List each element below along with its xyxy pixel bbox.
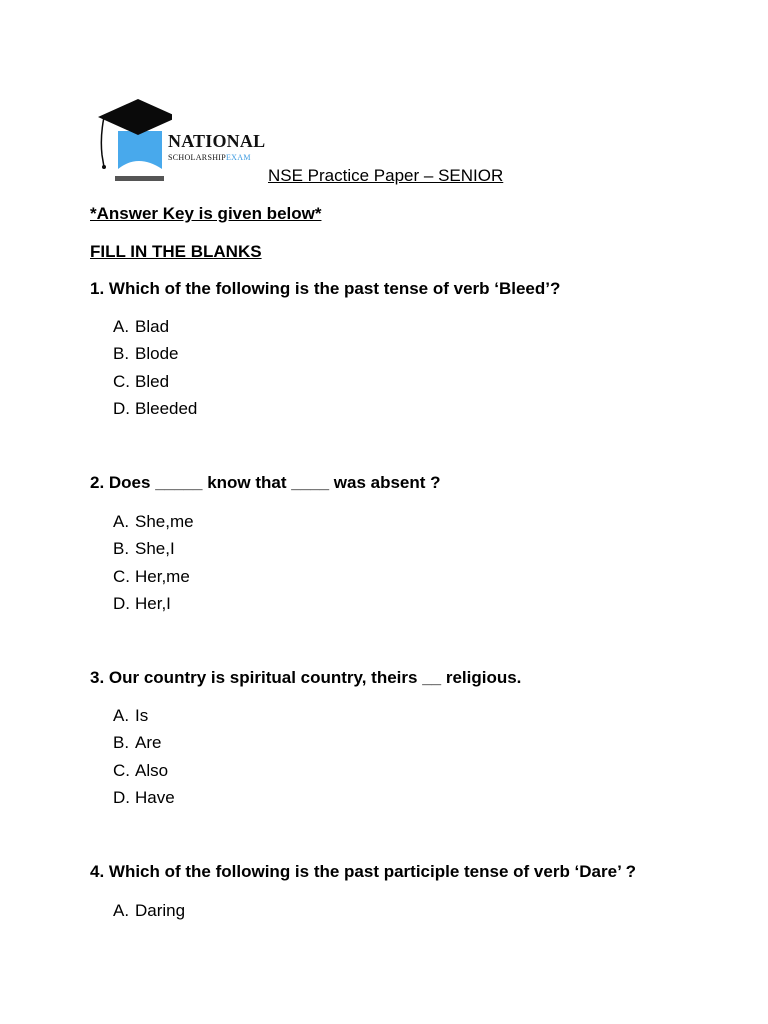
option-item <box>113 784 175 811</box>
option-item <box>113 757 175 784</box>
option-letter: D. <box>113 787 130 807</box>
option-item <box>113 313 197 340</box>
option-text: Are <box>135 733 162 753</box>
question-1-options <box>113 313 197 422</box>
logo-subtitle <box>168 153 251 162</box>
option-text: Daring <box>135 901 186 920</box>
option-item <box>113 702 175 729</box>
option-letter: C. <box>113 371 130 391</box>
question-2: 2. Does _____ know that ____ was absent ? <box>90 473 441 492</box>
answer-key-note: *Answer Key is given below* <box>90 204 322 223</box>
option-letter: A. <box>113 512 130 531</box>
option-text: She,I <box>135 539 175 559</box>
option-item <box>113 508 194 535</box>
nse-logo <box>92 97 268 185</box>
option-item <box>113 563 194 590</box>
option-item <box>113 897 185 924</box>
option-item <box>113 729 175 756</box>
option-text: Her,I <box>135 593 171 613</box>
question-3: 3. Our country is spiritual country, theirs __ religious. <box>90 668 522 687</box>
option-letter: B. <box>113 344 130 364</box>
graduation-cap-icon <box>92 97 172 185</box>
option-letter: D. <box>113 593 130 613</box>
option-text: Blad <box>135 317 170 336</box>
question-3-options <box>113 702 175 811</box>
option-letter: A. <box>113 901 130 920</box>
section-title: FILL IN THE BLANKS <box>90 242 262 261</box>
logo-title: NATIONAL <box>168 131 266 151</box>
option-text: Bled <box>135 371 170 391</box>
option-text: Have <box>135 787 175 807</box>
question-2-options <box>113 508 194 617</box>
option-text: Bleeded <box>135 398 198 418</box>
question-4-options <box>113 897 185 924</box>
option-text: Blode <box>135 344 179 364</box>
question-1: 1. Which of the following is the past tense of verb ‘Bleed’? <box>90 279 561 298</box>
logo-subtitle-accent: EXAM <box>225 153 251 162</box>
option-item <box>113 535 194 562</box>
option-text: Also <box>135 760 169 780</box>
option-item <box>113 590 194 617</box>
option-letter: D. <box>113 398 130 418</box>
logo-subtitle-text: SCHOLARSHIP <box>168 153 226 162</box>
option-item <box>113 368 197 395</box>
option-letter: C. <box>113 566 130 586</box>
question-4: 4. Which of the following is the past participle tense of verb ‘Dare’ ? <box>90 862 636 881</box>
option-item <box>113 340 197 367</box>
option-letter: B. <box>113 539 130 559</box>
option-item <box>113 395 197 422</box>
option-letter: A. <box>113 706 130 725</box>
option-letter: A. <box>113 317 130 336</box>
option-letter: B. <box>113 733 130 753</box>
option-text: Is <box>135 706 149 725</box>
paper-title: NSE Practice Paper – SENIOR <box>268 166 504 185</box>
option-text: She,me <box>135 512 194 531</box>
option-text: Her,me <box>135 566 190 586</box>
option-letter: C. <box>113 760 130 780</box>
